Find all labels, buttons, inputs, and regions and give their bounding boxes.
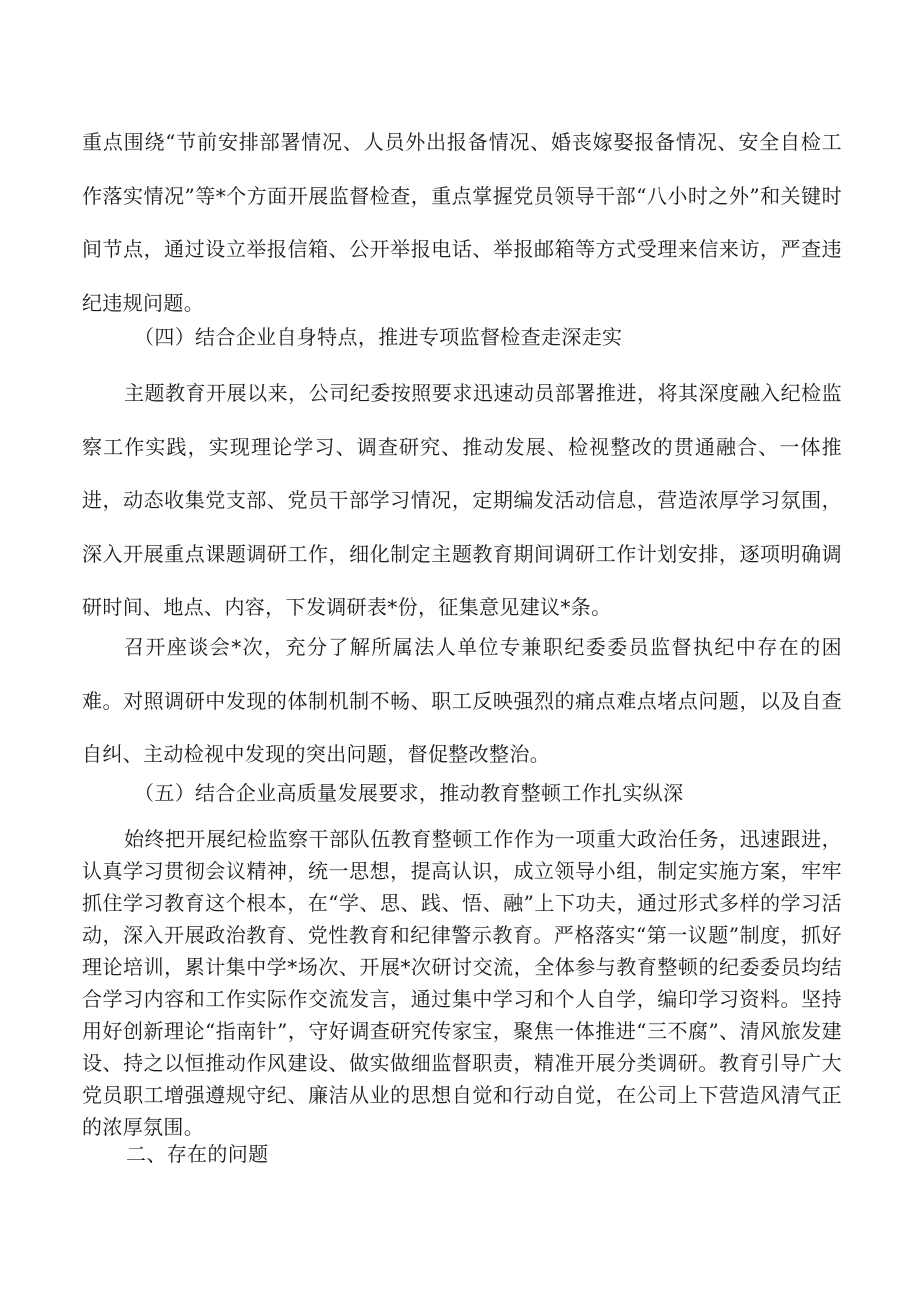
paragraph-symposium: 召开座谈会*次，充分了解所属法人单位专兼职纪委委员监督执纪中存在的困难。对照调研中发现的体制机制不畅、职工反映强烈的痛点难点堵点问题，以及自查自纠、主动检视中发现的突出问题，督促整改整治。 bbox=[82, 635, 842, 766]
paragraph-holiday-supervision: 重点围绕“节前安排部署情况、人员外出报备情况、婚丧嫁娶报备情况、安全自检工作落实情况”等*个方面开展监督检查，重点掌握党员领导干部“八小时之外”和关键时间节点，通过设立举报信箱、公开举报电话、举报邮箱等方式受理来信来访，严查违纪违规问题。 bbox=[82, 130, 842, 315]
paragraph-education-rectification: 始终把开展纪检监察干部队伍教育整顿工作作为一项重大政治任务，迅速跟进，认真学习贯彻会议精神，统一思想，提高认识，成立领导小组，制定实施方案，牢牢抓住学习教育这个根本，在“学、思、践、悟、融”上下功夫，通过形式多样的学习活动，深入开展政治教育、党性教育和纪律警示教育。严格落实“第一议题”制度，抓好理论培训，累计集中学*场次、开展*次研讨交流，全体参与教育整顿的纪委委员均结合学习内容和工作实际作交流发言，通过集中学习和个人自学，编印学习资料。坚持用好创新理论“指南针”，守好调查研究传家宝，聚焦一体推进“三不腐”、清风旅发建设、持之以恒推动作风建设、做实做细监督职责，精准开展分类调研。教育引导广大党员职工增强遵规守纪、廉洁从业的思想自觉和行动自觉，在公司上下营造风清气正的浓厚氛围。 bbox=[82, 827, 842, 1139]
section-heading-4: （四）结合企业自身特点，推进专项监督检查走深走实 bbox=[134, 325, 623, 349]
section-heading-problems: 二、存在的问题 bbox=[126, 1142, 269, 1166]
paragraph-theme-education: 主题教育开展以来，公司纪委按照要求迅速动员部署推进，将其深度融入纪检监察工作实践，实现理论学习、调查研究、推动发展、检视整改的贯通融合、一体推进，动态收集党支部、党员干部学习情况，定期编发活动信息，营造浓厚学习氛围，深入开展重点课题调研工作，细化制定主题教育期间调研工作计划安排，逐项明确调研时间、地点、内容，下发调研表*份，征集意见建议*条。 bbox=[82, 381, 842, 619]
section-heading-5: （五）结合企业高质量发展要求，推动教育整顿工作扎实纵深 bbox=[134, 781, 684, 805]
